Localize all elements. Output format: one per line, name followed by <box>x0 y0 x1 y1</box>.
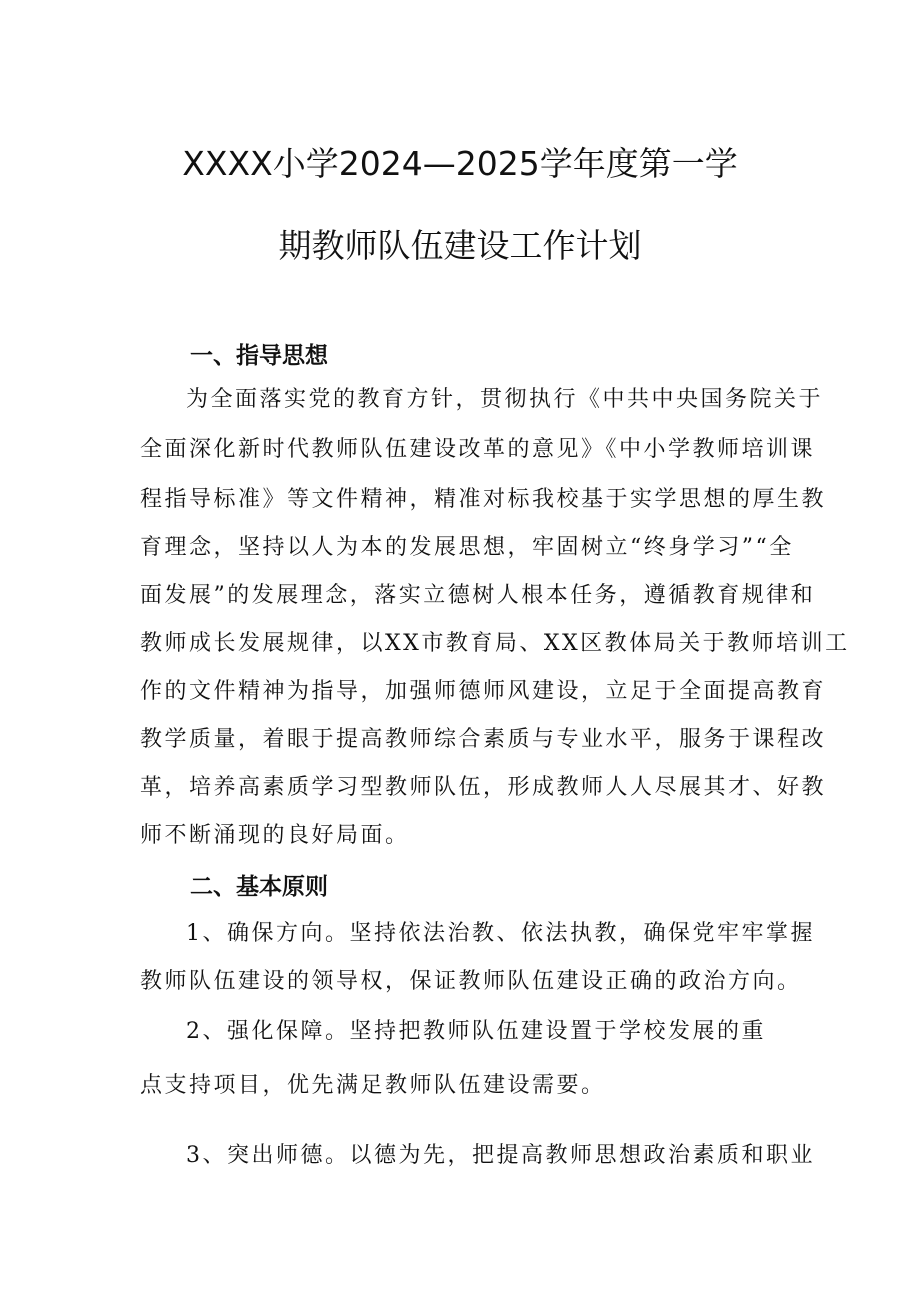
paragraph-line: 2、强化保障。坚持把教师队伍建设置于学校发展的重 <box>186 1019 766 1044</box>
paragraph-line: 1、确保方向。坚持依法治教、依法执教，确保党牢牢掌握 <box>186 921 815 946</box>
paragraph-line: 作的文件精神为指导，加强师德师风建设，立足于全面提高教育 <box>140 679 827 704</box>
paragraph-line: 面发展”的发展理念，落实立德树人根本任务，遵循教育规律和 <box>140 583 816 608</box>
paragraph-line: 师不断涌现的良好局面。 <box>140 823 410 848</box>
paragraph-line: 教学质量，着眼于提高教师综合素质与专业水平，服务于课程改 <box>140 727 827 752</box>
document-title-line-1: XXXX小学2024—2025学年度第一学 <box>182 144 738 183</box>
paragraph-line: 3、突出师德。以德为先，把提高教师思想政治素质和职业 <box>186 1143 815 1168</box>
paragraph-line: 革，培养高素质学习型教师队伍，形成教师人人尽展其才、好教 <box>140 775 827 800</box>
document-title-line-2: 期教师队伍建设工作计划 <box>278 226 642 265</box>
paragraph-line: 为全面落实党的教育方针，贯彻执行《中共中央国务院关于 <box>186 387 824 412</box>
section-heading-guiding-ideology: 一、指导思想 <box>190 343 328 369</box>
section-heading-basic-principles: 二、基本原则 <box>190 874 328 900</box>
paragraph-line: 教师成长发展规律，以XX市教育局、XX区教体局关于教师培训工 <box>140 631 850 656</box>
paragraph-line: 点支持项目，优先满足教师队伍建设需要。 <box>140 1073 606 1098</box>
paragraph-line: 教师队伍建设的领导权，保证教师队伍建设正确的政治方向。 <box>140 969 802 994</box>
paragraph-line: 全面深化新时代教师队伍建设改革的意见》《中小学教师培训课 <box>140 437 816 462</box>
paragraph-line: 育理念，坚持以人为本的发展思想，牢固树立“终身学习”“全 <box>140 535 794 560</box>
paragraph-line: 程指导标准》等文件精神，精准对标我校基于实学思想的厚生教 <box>140 487 827 512</box>
